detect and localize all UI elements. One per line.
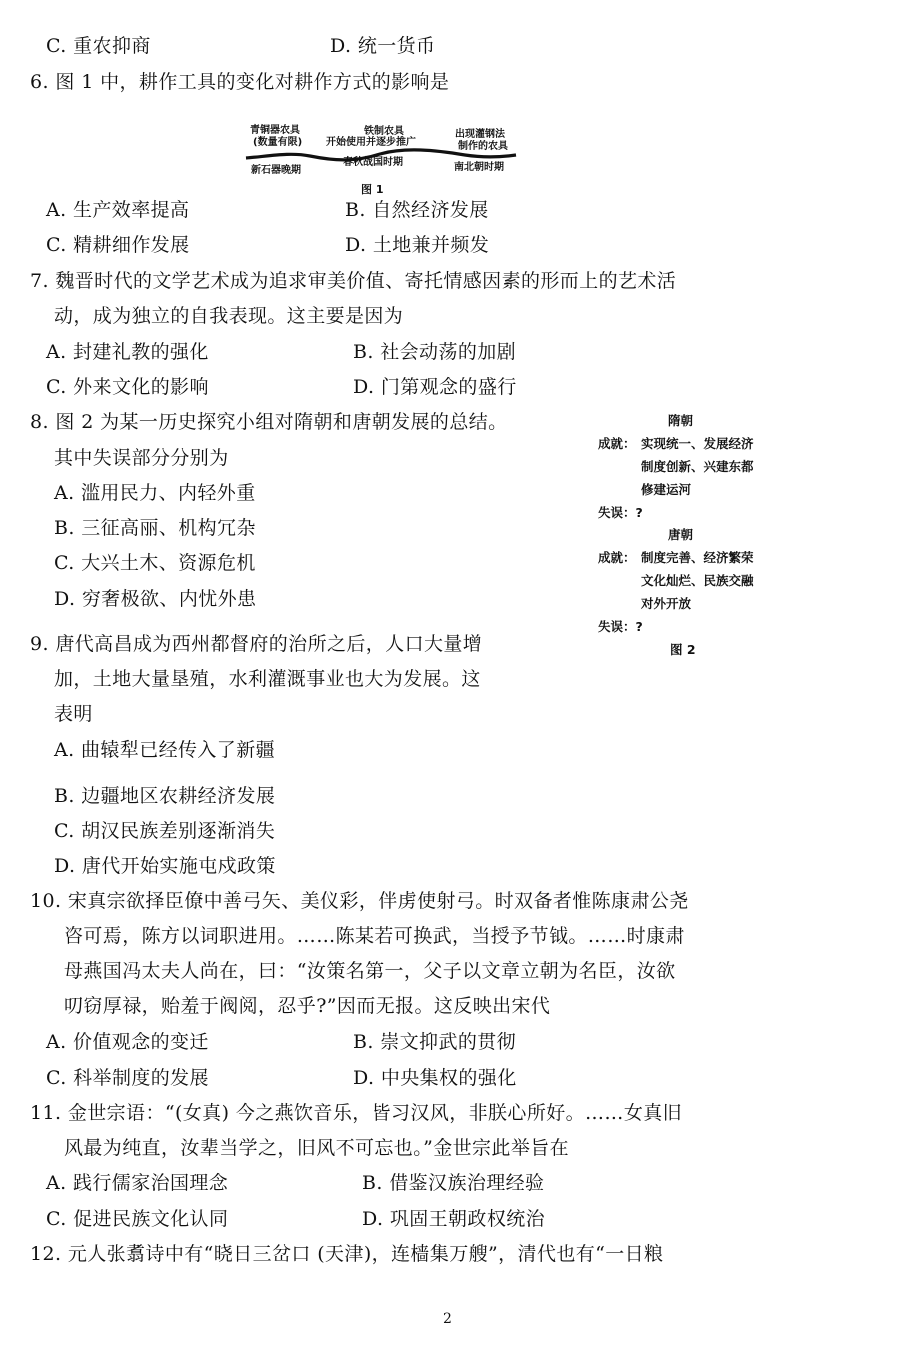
q7-stem-line-1: 7. 魏晋时代的文学艺术成为追求审美价值、寄托情感因素的形而上的艺术活: [30, 270, 677, 292]
fig2-sui-achievement-label: 成就：: [598, 436, 636, 451]
q5-option-c: C. 重农抑商: [46, 35, 151, 57]
q11-option-d: D. 巩固王朝政权统治: [362, 1208, 546, 1230]
q12-stem-line-1: 12. 元人张翥诗中有“晓日三岔口 (天津)，连樯集万艘”，清代也有“一日粮: [30, 1243, 664, 1265]
fig2-tang-achievement-1: 制度完善、经济繁荣: [641, 550, 754, 565]
q9-stem-line-2: 加，土地大量垦殖，水利灌溉事业也大为发展。这: [54, 668, 481, 690]
q10-option-a: A. 价值观念的变迁: [46, 1031, 209, 1053]
q10-stem-line-2: 咨可焉，陈方以词职进用。……陈某若可换武，当授予节钺。……时康肃: [64, 925, 685, 947]
q8-option-d: D. 穷奢极欲、内忧外患: [54, 588, 257, 610]
fig2-sui-achievement-2: 制度创新、兴建东都: [641, 459, 754, 474]
fig2-tang-achievement-label: 成就：: [598, 550, 636, 565]
q9-option-d: D. 唐代开始实施屯戍政策: [54, 855, 276, 877]
q8-option-b: B. 三征高丽、机构冗杂: [54, 517, 256, 539]
q6-option-a: A. 生产效率提高: [46, 199, 190, 221]
fig2-sui-title: 隋朝: [668, 413, 694, 428]
q9-option-a: A. 曲辕犁已经传入了新疆: [54, 739, 276, 761]
q7-option-a: A. 封建礼教的强化: [46, 341, 209, 363]
q9-option-b: B. 边疆地区农耕经济发展: [54, 785, 276, 807]
q9-option-c: C. 胡汉民族差别逐渐消失: [54, 820, 276, 842]
q8-stem-line-1: 8. 图 2 为某一历史探究小组对隋朝和唐朝发展的总结。: [30, 411, 508, 433]
q11-option-c: C. 促进民族文化认同: [46, 1208, 229, 1230]
page-number: 2: [443, 1311, 453, 1327]
fig1-caption: 图 1: [361, 183, 384, 196]
fig1-southern-northern: 南北朝时期: [454, 162, 504, 173]
fig1-bronze-note: (数量有限): [253, 137, 303, 148]
q8-stem-line-2: 其中失误部分分别为: [54, 447, 229, 469]
fig2-sui-error: 失误：?: [598, 505, 643, 520]
q7-option-c: C. 外来文化的影响: [46, 376, 209, 398]
fig2-sui-achievement-1: 实现统一、发展经济: [641, 436, 754, 451]
fig2-tang-achievement-3: 对外开放: [641, 596, 692, 611]
fig1-spring-autumn: 春秋战国时期: [343, 157, 403, 168]
q6-stem: 6. 图 1 中，耕作工具的变化对耕作方式的影响是: [30, 71, 450, 93]
fig1-iron-note: 开始使用并逐步推广: [326, 137, 416, 148]
q6-option-c: C. 精耕细作发展: [46, 234, 190, 256]
q6-option-b: B. 自然经济发展: [345, 199, 489, 221]
q11-option-a: A. 践行儒家治国理念: [46, 1172, 229, 1194]
q10-option-c: C. 科举制度的发展: [46, 1067, 209, 1089]
fig1-steel-note: 制作的农具: [458, 141, 508, 152]
q6-option-d: D. 土地兼并频发: [345, 234, 490, 256]
fig2-tang-title: 唐朝: [668, 527, 694, 542]
q9-stem-line-1: 9. 唐代高昌成为西州都督府的治所之后，人口大量增: [30, 633, 483, 655]
q11-stem-line-1: 11. 金世宗语：“(女真) 今之燕饮音乐，皆习汉风，非朕心所好。……女真旧: [30, 1102, 683, 1124]
fig2-tang-achievement-2: 文化灿烂、民族交融: [641, 573, 754, 588]
q10-stem-line-4: 叨窃厚禄，贻羞于阀阅，忍乎?”因而无报。这反映出宋代: [64, 995, 551, 1017]
fig1-steel-tools: 出现灌钢法: [455, 129, 505, 140]
q10-option-d: D. 中央集权的强化: [353, 1067, 517, 1089]
q9-stem-line-3: 表明: [54, 703, 93, 725]
fig1-iron-tools: 铁制农具: [364, 126, 404, 137]
q10-stem-line-3: 母燕国冯太夫人尚在，曰：“汝策名第一，父子以文章立朝为名臣，汝欲: [64, 960, 676, 982]
q10-option-b: B. 崇文抑武的贯彻: [353, 1031, 517, 1053]
q11-stem-line-2: 风最为纯直，汝辈当学之，旧风不可忘也。”金世宗此举旨在: [64, 1137, 570, 1159]
fig2-sui-achievement-3: 修建运河: [641, 482, 692, 497]
fig1-neolithic: 新石器晚期: [251, 165, 301, 176]
fig2-tang-error: 失误：?: [598, 619, 643, 634]
q7-option-d: D. 门第观念的盛行: [353, 376, 517, 398]
q10-stem-line-1: 10. 宋真宗欲择臣僚中善弓矢、美仪彩，伴虏使射弓。时双备者惟陈康肃公尧: [30, 890, 689, 912]
q11-option-b: B. 借鉴汉族治理经验: [362, 1172, 545, 1194]
fig1-bronze-tools: 青铜器农具: [250, 125, 300, 136]
q5-option-d: D. 统一货币: [330, 35, 436, 57]
fig2-caption: 图 2: [670, 642, 696, 657]
q8-option-c: C. 大兴土木、资源危机: [54, 552, 256, 574]
q7-option-b: B. 社会动荡的加剧: [353, 341, 517, 363]
q7-stem-line-2: 动，成为独立的自我表现。这主要是因为: [54, 305, 404, 327]
q8-option-a: A. 滥用民力、内轻外重: [54, 482, 256, 504]
